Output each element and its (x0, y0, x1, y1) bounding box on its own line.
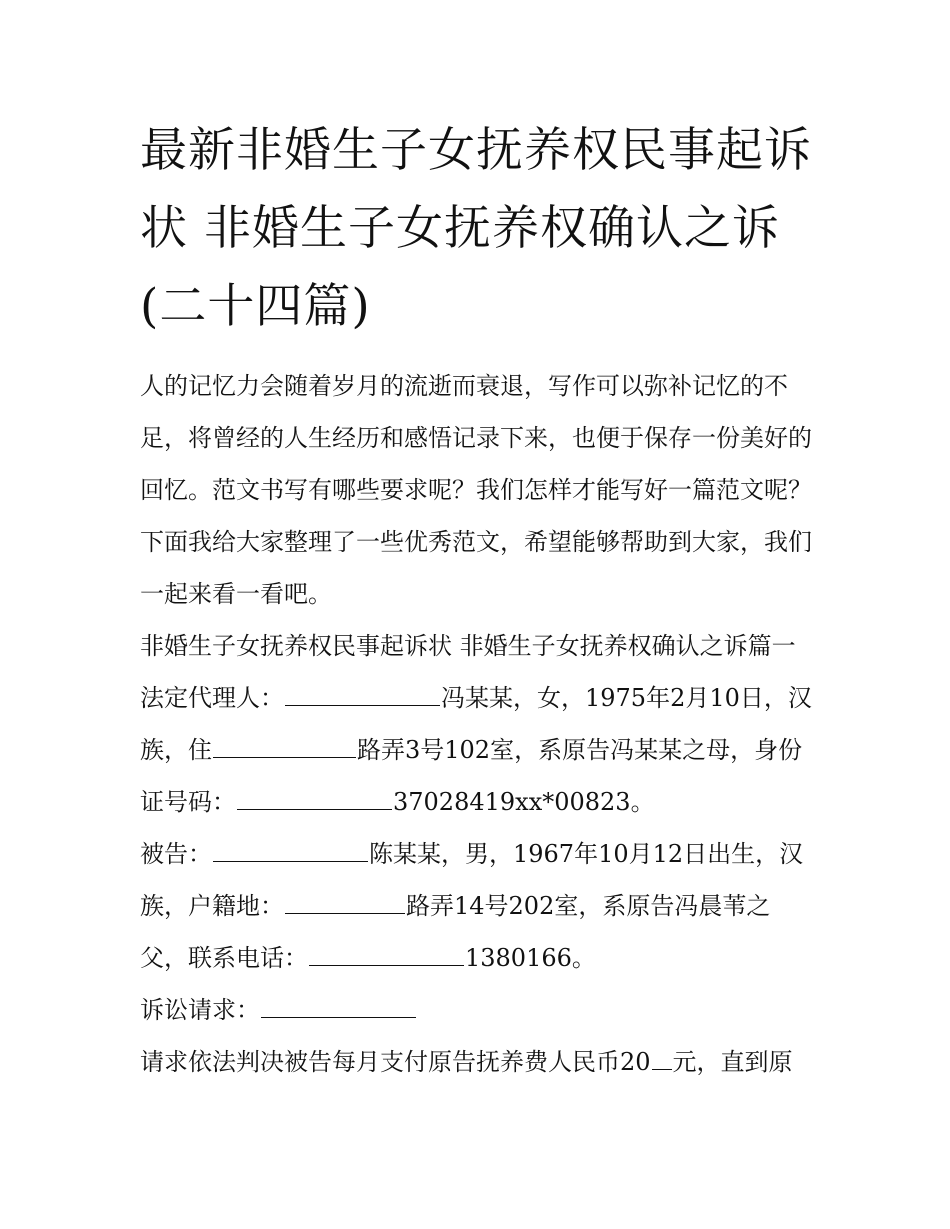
claims-label: 诉讼请求： (140, 996, 260, 1024)
blank-line (261, 991, 416, 1018)
intro-paragraph: 人的记忆力会随着岁月的流逝而衰退，写作可以弥补记忆的不足，将曾经的人生经历和感悟记录下来，也便于保存一份美好的回忆。范文书写有哪些要求呢？我们怎样才能写好一篇范文呢？下面我给大家整理了一些优秀范文，希望能够帮助到大家，我们一起来看一看吧。 (140, 372, 812, 608)
blank-line (213, 731, 356, 758)
defendant-text-3: 1380166。 (465, 944, 596, 972)
defendant-paragraph (140, 828, 815, 984)
section-heading: 非婚生子女抚养权民事起诉状 非婚生子女抚养权确认之诉篇一 (140, 632, 796, 660)
guardian-text-3: 37028419xx*00823。 (393, 788, 655, 816)
claim-text-2: 元，直到原 (672, 1048, 793, 1076)
document-title: 最新非婚生子女抚养权民事起诉状 非婚生子女抚养权确认之诉(二十四篇) (140, 123, 812, 334)
guardian-text-1: 冯某某，女，1975年2月10日，汉族，住 (140, 684, 812, 764)
guardian-label: 法定代理人： (140, 684, 284, 712)
guardian-text-2: 路弄3号102室，系原告冯某某之母，身份证号码： (140, 736, 803, 816)
blank-line (309, 939, 464, 966)
claim-paragraph (140, 1036, 815, 1088)
defendant-text-2: 路弄14号202室，系原告冯晨苇之父，联系电话： (140, 892, 771, 972)
blank-line (285, 679, 440, 706)
blank-line (213, 835, 368, 862)
claim-text-1: 请求依法判决被告每月支付原告抚养费人民币20 (140, 1048, 651, 1076)
guardian-paragraph (140, 672, 815, 828)
blank-line (285, 887, 405, 914)
defendant-label: 被告： (140, 840, 212, 868)
defendant-text-1: 陈某某，男，1967年10月12日出生，汉族，户籍地： (140, 840, 804, 920)
blank-line (237, 783, 392, 810)
document-page (140, 112, 815, 1088)
blank-line (652, 1043, 672, 1070)
claims-paragraph (140, 984, 815, 1036)
